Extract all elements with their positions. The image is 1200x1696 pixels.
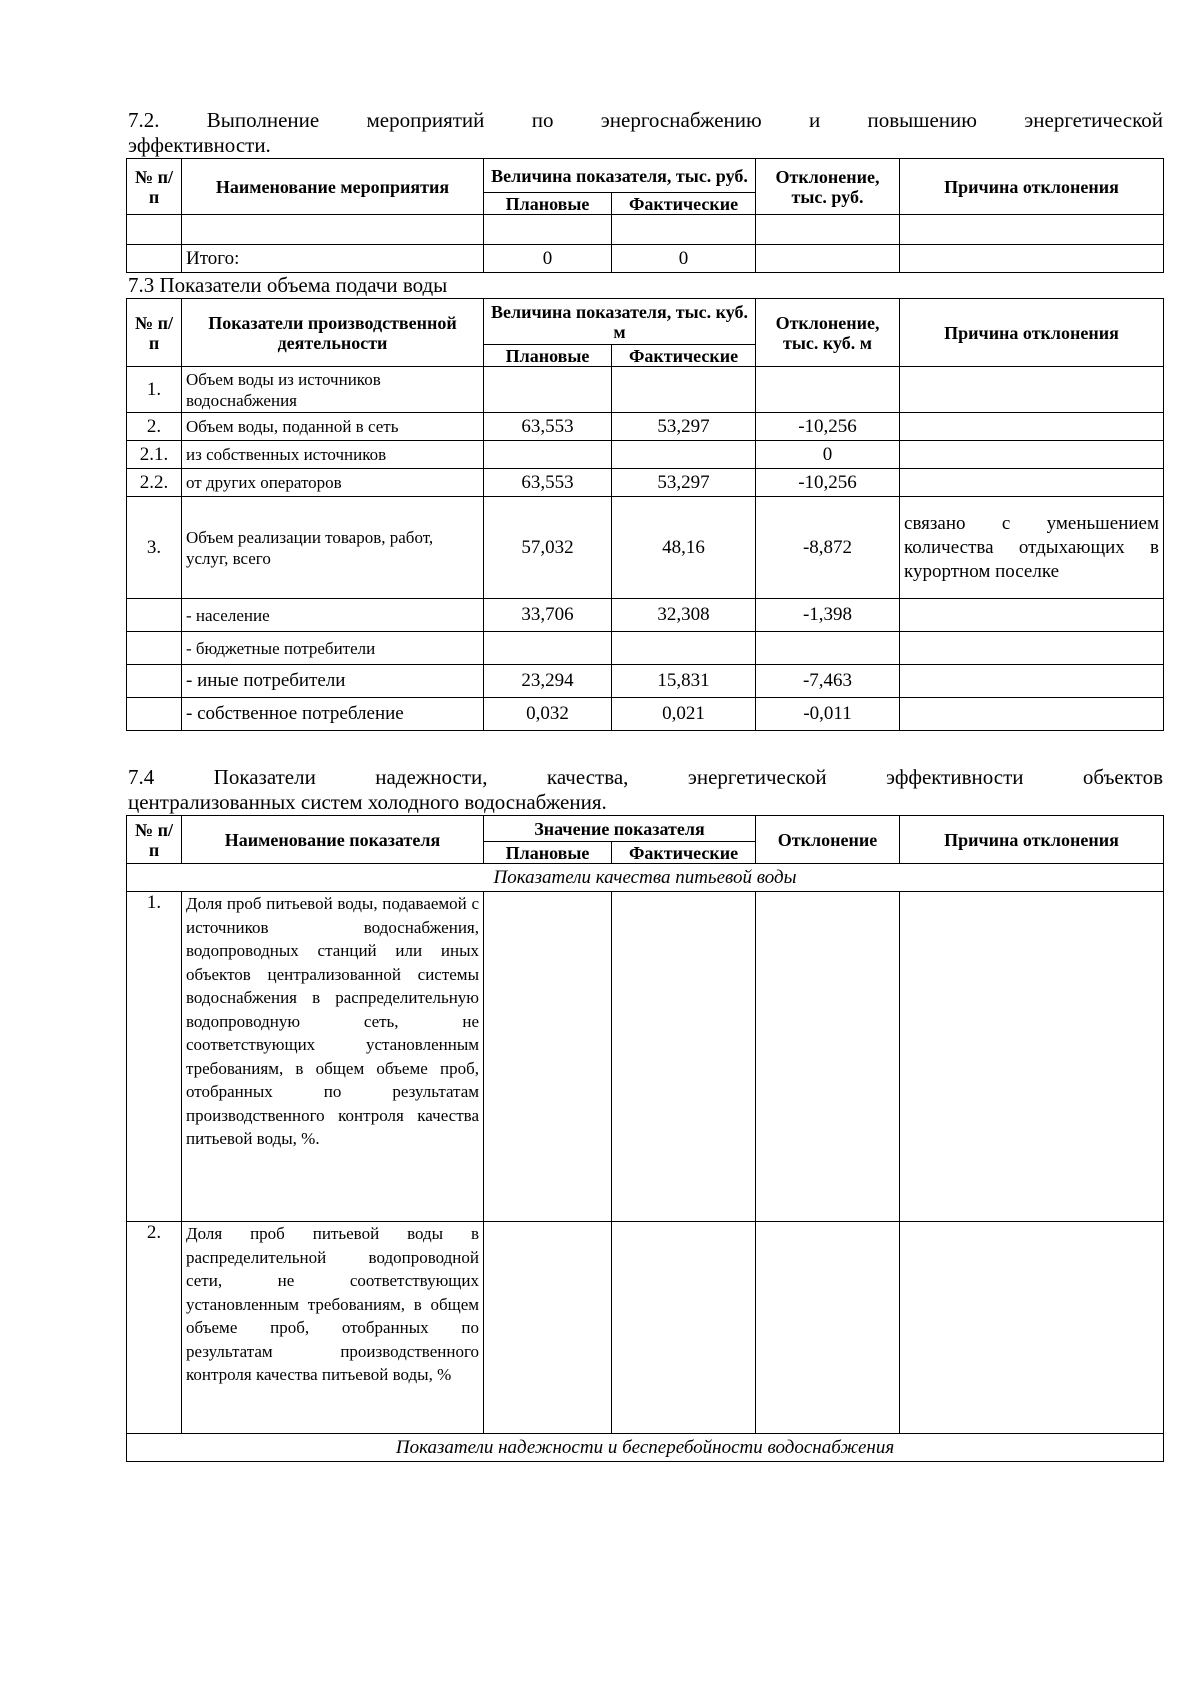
- header-deviation: Отклонение: [756, 816, 900, 864]
- document-page: [128, 108, 1163, 1462]
- row-num: [127, 599, 182, 632]
- header-reason: Причина отклонения: [900, 816, 1164, 864]
- table-7-3: [126, 298, 1164, 731]
- row-fact: 0,021: [612, 698, 756, 731]
- table-row: [127, 215, 1164, 245]
- row-num: 2.: [127, 1222, 182, 1434]
- row-reason: [900, 469, 1164, 497]
- section-7-4-heading-line2: централизованных систем холодного водоснабжения.: [128, 790, 607, 814]
- row-deviation: -8,872: [756, 497, 900, 599]
- row-name: - собственное потребление: [182, 698, 484, 731]
- row-num: 2.2.: [127, 469, 182, 497]
- total-fact: 0: [612, 245, 756, 273]
- row-plan: 63,553: [484, 469, 612, 497]
- table-row: [127, 441, 1164, 469]
- section-reliability-label: Показатели надежности и бесперебойности водоснабжения: [127, 1434, 1164, 1462]
- total-row: [127, 245, 1164, 273]
- row-name: Объем воды из источников водоснабжения: [182, 367, 484, 413]
- row-plan: 23,294: [484, 665, 612, 698]
- row-fact: [612, 441, 756, 469]
- row-deviation: 0: [756, 441, 900, 469]
- row-num: 2.1.: [127, 441, 182, 469]
- header-num: № п/п: [127, 816, 182, 864]
- section-7-3-heading: 7.3 Показатели объема подачи воды: [128, 273, 448, 297]
- table-7-2: [126, 158, 1164, 273]
- header-plan: Плановые: [484, 193, 612, 215]
- row-plan: [484, 367, 612, 413]
- table-row: [127, 413, 1164, 441]
- row-name: Объем реализации товаров, работ, услуг, всего: [182, 497, 484, 599]
- header-name: Показатели производственной деятельности: [182, 299, 484, 367]
- total-label: Итого:: [182, 245, 484, 273]
- row-num: [127, 698, 182, 731]
- table-row: [127, 632, 1164, 665]
- row-num: 1.: [127, 367, 182, 413]
- row-reason: [900, 441, 1164, 469]
- header-name: Наименование показателя: [182, 816, 484, 864]
- row-plan: [484, 632, 612, 665]
- row-name: - иные потребители: [182, 665, 484, 698]
- table-row: [127, 892, 1164, 1222]
- row-fact: [612, 632, 756, 665]
- section-quality-label: Показатели качества питьевой воды: [127, 864, 1164, 892]
- row-name: - бюджетные потребители: [182, 632, 484, 665]
- row-name: Доля проб питьевой воды, подаваемой с источников водоснабжения, водопроводных станций или иных объектов централизованной системы водоснабжения в распределительную водопроводную сеть, не соответствующих установленным требованиям, в общем объеме проб, отобранных по результатам производственного контроля качества питьевой воды, %.: [182, 892, 484, 1222]
- row-reason: связано с уменьшением количества отдыхающих в курортном поселке: [900, 497, 1164, 599]
- row-name: из собственных источников: [182, 441, 484, 469]
- header-value: Величина показателя, тыс. руб.: [484, 159, 756, 193]
- row-name: от других операторов: [182, 469, 484, 497]
- header-fact: Фактические: [612, 193, 756, 215]
- row-deviation: [756, 367, 900, 413]
- table-row: [127, 367, 1164, 413]
- row-reason: [900, 413, 1164, 441]
- row-num: 1.: [127, 892, 182, 1222]
- row-deviation: [756, 632, 900, 665]
- row-plan: 57,032: [484, 497, 612, 599]
- row-deviation: -10,256: [756, 413, 900, 441]
- row-fact: 32,308: [612, 599, 756, 632]
- row-name: Доля проб питьевой воды в распределительной водопроводной сети, не соответствующих установленным требованиям, в общем объеме проб, отобранных по результатам производственного контроля качества питьевой воды, %: [182, 1222, 484, 1434]
- row-reason: [900, 367, 1164, 413]
- section-7-2-heading-line1: 7.2. Выполнение мероприятий по энергоснабжению и повышению энергетической: [128, 108, 1163, 132]
- row-deviation: -7,463: [756, 665, 900, 698]
- section-7-4-heading-line1: 7.4 Показатели надежности, качества, энергетической эффективности объектов: [128, 765, 1163, 789]
- header-value: Значение показателя: [484, 816, 756, 842]
- row-name: Объем воды, поданной в сеть: [182, 413, 484, 441]
- row-deviation: -0,011: [756, 698, 900, 731]
- row-fact: 48,16: [612, 497, 756, 599]
- table-7-4: [126, 815, 1164, 1462]
- table-row: [127, 1222, 1164, 1434]
- row-reason: [900, 632, 1164, 665]
- header-plan: Плановые: [484, 345, 612, 367]
- header-num: № п/п: [127, 159, 182, 215]
- row-reason: [900, 665, 1164, 698]
- row-plan: 0,032: [484, 698, 612, 731]
- row-fact: 53,297: [612, 413, 756, 441]
- row-name: - население: [182, 599, 484, 632]
- header-reason: Причина отклонения: [900, 299, 1164, 367]
- row-deviation: -1,398: [756, 599, 900, 632]
- header-value: Величина показателя, тыс. куб. м: [484, 299, 756, 345]
- row-reason: [900, 698, 1164, 731]
- header-plan: Плановые: [484, 842, 612, 864]
- row-plan: 63,553: [484, 413, 612, 441]
- row-deviation: -10,256: [756, 469, 900, 497]
- row-num: [127, 665, 182, 698]
- table-row: [127, 665, 1164, 698]
- row-num: 2.: [127, 413, 182, 441]
- row-num: [127, 632, 182, 665]
- header-reason: Причина отклонения: [900, 159, 1164, 215]
- header-fact: Фактические: [612, 345, 756, 367]
- table-row: [127, 698, 1164, 731]
- row-fact: [612, 367, 756, 413]
- table-row: [127, 599, 1164, 632]
- row-fact: 15,831: [612, 665, 756, 698]
- header-num: № п/п: [127, 299, 182, 367]
- table-row: [127, 497, 1164, 599]
- section-7-2-heading-line2: эффективности.: [128, 133, 271, 157]
- header-name: Наименование мероприятия: [182, 159, 484, 215]
- header-deviation: Отклонение, тыс. куб. м: [756, 299, 900, 367]
- row-plan: 33,706: [484, 599, 612, 632]
- header-fact: Фактические: [612, 842, 756, 864]
- row-fact: 53,297: [612, 469, 756, 497]
- total-plan: 0: [484, 245, 612, 273]
- header-deviation: Отклонение, тыс. руб.: [756, 159, 900, 215]
- row-num: 3.: [127, 497, 182, 599]
- row-plan: [484, 441, 612, 469]
- row-reason: [900, 599, 1164, 632]
- table-row: [127, 469, 1164, 497]
